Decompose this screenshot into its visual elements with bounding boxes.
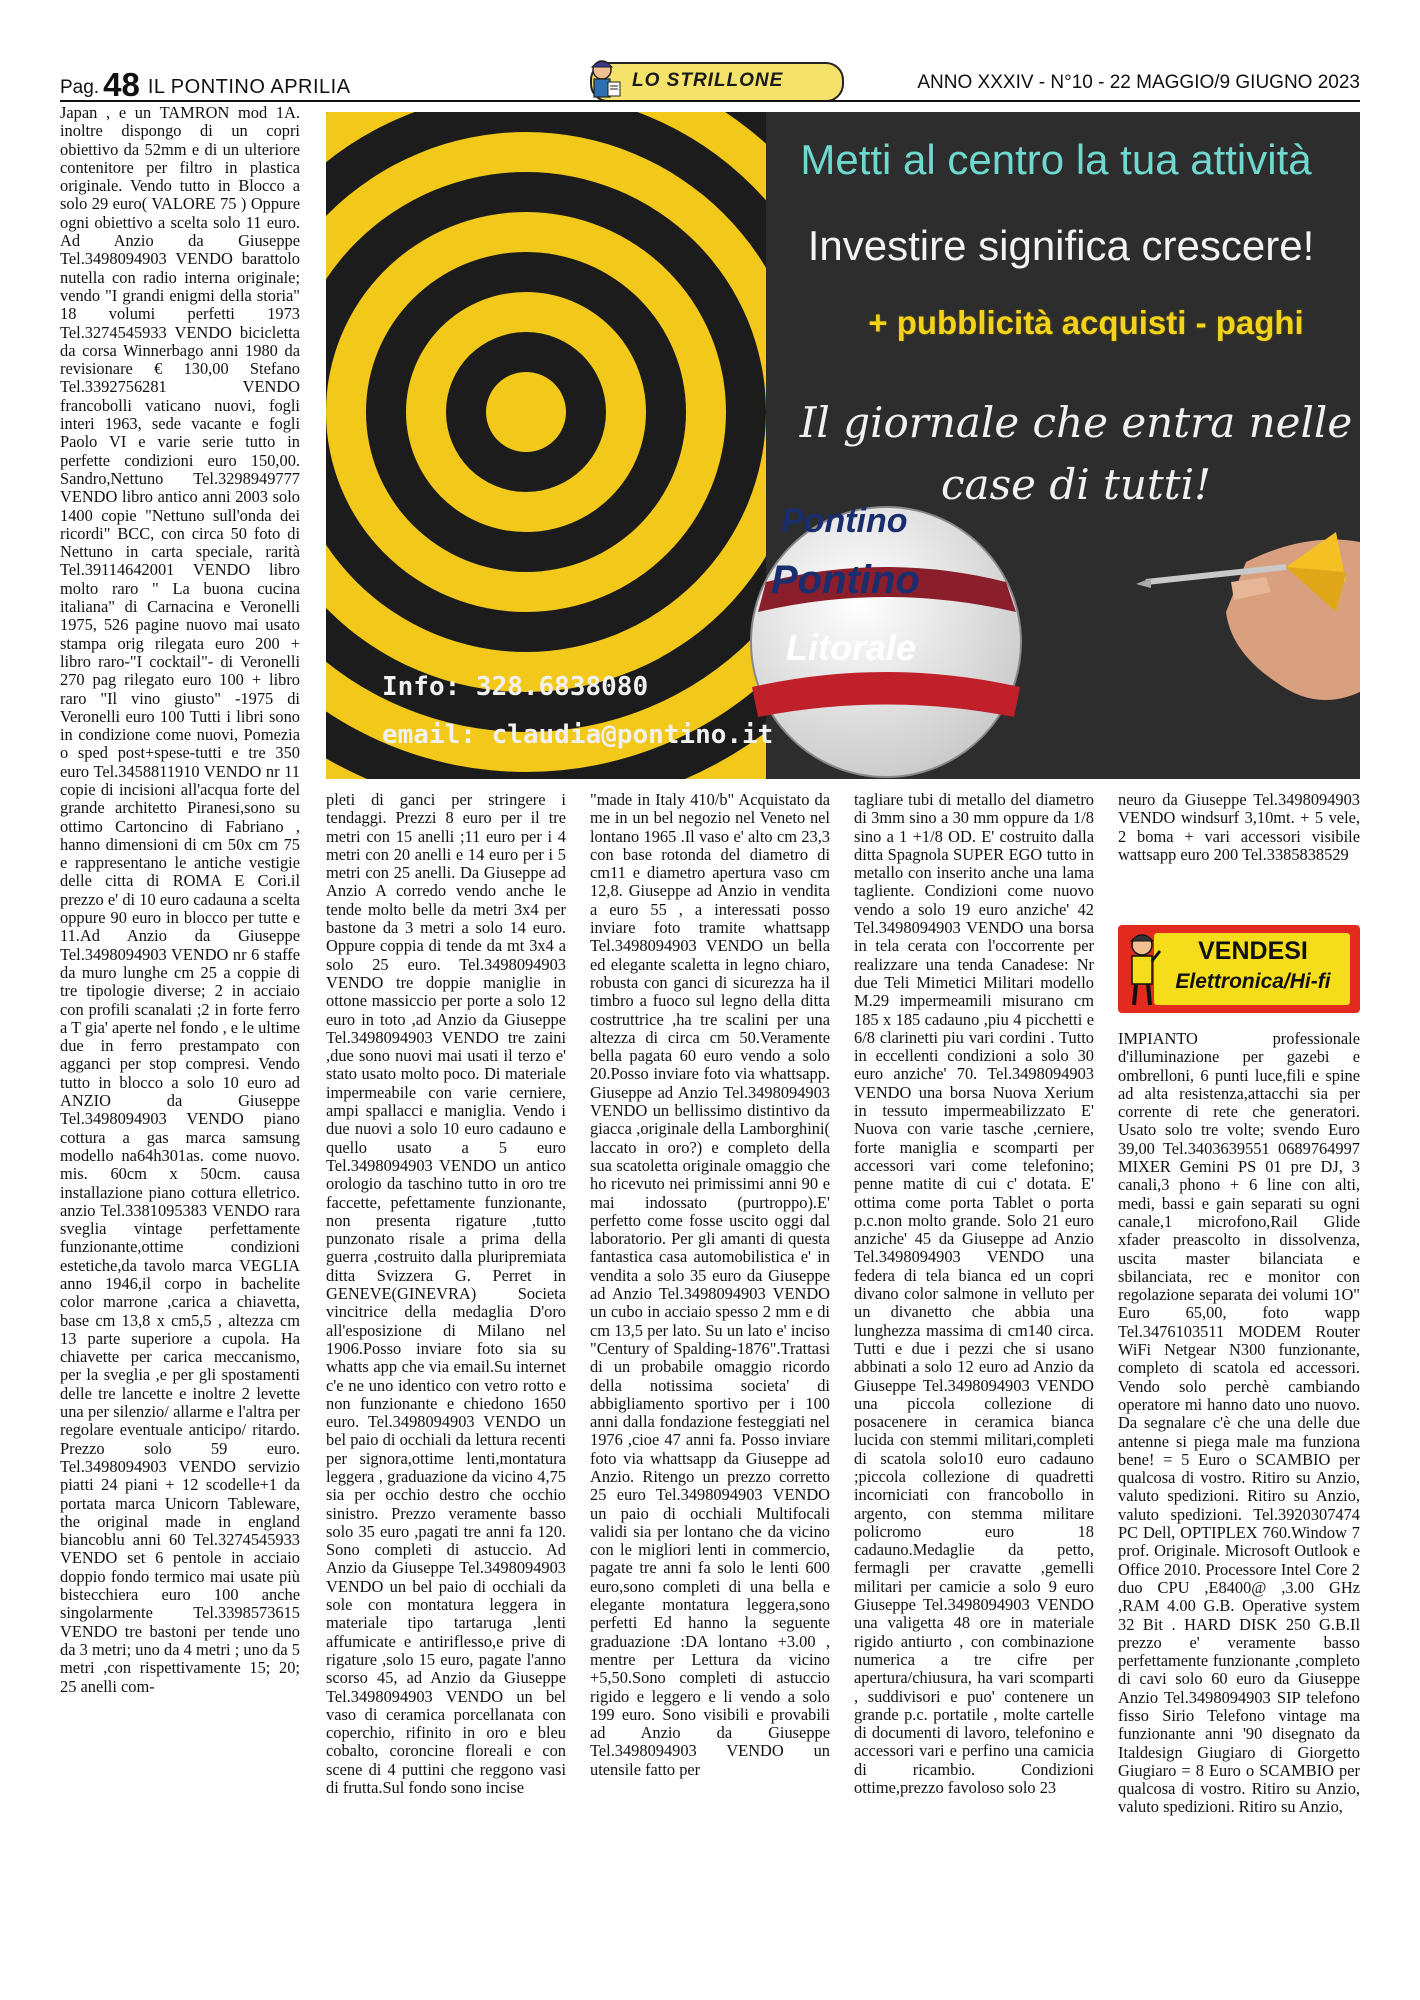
ad-subheadline: Investire significa crescere! [807, 222, 1315, 269]
ball-word-litorale: Litorale [786, 627, 917, 668]
ball-word-pontino-1: Pontino [781, 502, 908, 540]
ad-email: email: claudia@pontino.it [382, 720, 774, 750]
advertisement [326, 112, 1360, 779]
classifieds-column-2 [326, 791, 566, 1797]
classifieds-column-1 [60, 104, 300, 1696]
classifieds-column-3 [590, 791, 830, 1779]
ball-word-pontino-2: Pontino [771, 558, 920, 602]
classifieds-text: "made in Italy 410/b" Acquistato da me in un bel negozio nel Veneto nel lontano 1965 .Il vaso e' alto cm 23,3 con base rotonda del diametro di cm11 e diametro apertura vaso cm 12,8. Giuseppe ad Anzio in vendita a euro 55 , a interessati posso inviare foto tramite whattsapp Tel.3498094903 VENDO un bella ed elegante scaletta in legno chiaro, robusta con ganci di sicurezza ha il timbro a fuoco sul legno della ditta costruttrice ,ha tre scalini per una altezza di circa cm 50.Veramente bella pagata 60 euro vendo a solo 20.Posso inviare foto via whattsapp. Giuseppe ad Anzio Tel.3498094903 VENDO un bellissimo distintivo da giacca ,originale della Lamborghini( laccato in oro?) e completo della sua scatoletta originale omaggio che ho ricevuto nei primissimi anni 90 e mai indossato (purtroppo).E' perfetto come fosse uscito oggi dal laboratorio. Per gli amanti di questa fantastica casa automobilistica e' in vendita a solo 35 euro da Giuseppe ad Anzio Tel.3498094903 VENDO un cubo in acciaio spesso 2 mm e di cm 13,5 per lato. Su un lato e' inciso "Century of Spalding-1876".Trattasi di un probabile omaggio ricordo della notissima societa' di abbigliamento sportivo per i 100 anni dalla fondazione festeggiati nel 1976 ,cioe 47 anni fa. Posso inviare foto via whattsapp da Giuseppe ad Anzio. Ritengo un prezzo corretto 25 euro Tel.3498094903 VENDO un paio di occhiali Multifocali validi sia per lontano che da vicino con le migliori lenti in commercio, pagate tre anni fa solo le lenti 600 euro,sono completi di una bella e elegante montatura leggera,sono perfetti Ed hanno la seguente graduazione :DA lontano +3.00 , mentre per Lettura da vicino +5,50.Sono completi di astuccio rigido e leggero e li vendo a solo 199 euro. Sono visibili e provabili ad Anzio da Giuseppe Tel.3498094903 VENDO un utensile fatto per [590, 790, 830, 1779]
classifieds-column-5-bottom [1118, 1030, 1360, 1817]
classifieds-column-4 [854, 791, 1094, 1797]
issue-info: ANNO XXXIV - N°10 - 22 MAGGIO/9 GIUGNO 2023 [917, 72, 1360, 93]
vendesi-section-banner [1118, 925, 1360, 1015]
newsboy-mascot-icon [584, 58, 624, 104]
classifieds-text: Japan , e un TAMRON mod 1A. inoltre dispongo di un copri obiettivo da 52mm e di un ulteriore contenitore per filtro in plastica originale. Vendo tutto in Blocco a solo 29 euro( VALORE 75 ) Oppure ogni obiettivo a scelta solo 11 euro. Ad Anzio da Giuseppe Tel.3498094903 VENDO barattolo nutella con radio interna originale; vendo "I grandi enigmi della storia" 18 volumi perfetti 1973 Tel.3274545933 VENDO bicicletta da corsa Winnerbago anni 1980 da revisionare € 130,00 Stefano Tel.3392756281 VENDO francobolli vaticano nuovi, fogli interi 1963, sede vacante e fogli Paolo VI e varie serie tutto in perfette condizioni euro 150,00. Sandro,Nettuno Tel.3298949777 VENDO libro antico anni 2003 solo 1400 copie "Nettuno sull'onda dei ricordi" BCC, con circa 50 foto di Nettuno in carta speciale, rarità Tel.39114642001 VENDO libro molto raro " La buona cucina italiana" di Carnacina e Veronelli 1975, 526 pagine nuovo mai usato stampa orig rilegata euro 200 + libro raro-"I cocktail"- di Veronelli 270 pag rilegato euro 100 + libro raro "Il vino giusto" -1975 di Veronelli euro 100 Tutti i libri sono in condizione come nuovi, Pomezia o sped post+spese-tutti e tre 350 euro Tel.3458811910 VENDO nr 11 copie di incisioni all'acqua forte del grande architetto Piranesi,sono su ottimo Cartoncino di Fabriano , hanno dimensioni di cm 50x cm 75 e rappresentano le antiche vestigie delle citta di ROMA E Cori.il prezzo e' di 10 euro cadauna a scelta oppure 90 euro in blocco per tutte e 11.Ad Anzio da Giuseppe Tel.3498094903 VENDO nr 6 staffe da muro lunghe cm 25 a coppie di tre tipologie diverse; 2 in acciaio con profili scanalati ;2 in forte ferro a T gia' aperte nel fondo , e le ultime due in ferro prestampato con agganci per stop compresi. Vendo tutto in blocco a solo 10 euro ad ANZIO da Giuseppe Tel.3498094903 VENDO piano cottura a gas marca samsung modello na64h301as. come nuovo. mis. 60cm x 50cm. causa installazione piano cottura elletrico. anzio Tel.3381095383 VENDO rara sveglia vintage perfettamente funzionante,ottime condizioni estetiche,da tavolo marca VEGLIA anno 1946,il corpo in bachelite color marrone ,carica a chiavetta, base cm 13,8 x cm5,5 , altezza cm 13 parte superiore a cupola. Ha chiavette per carica meccanismo, per la sveglia ,e per gli spostamenti delle tre lancette e inoltre 2 levette una per silenzio/ allarme e l'altra per regolare eventuale anticipo/ ritardo. Prezzo solo 59 euro. Tel.3498094903 VENDO servizio piatti 24 piani + 12 scodelle+1 da portata marca Unicorn Tableware, the original made in england biancoblu anni 60 Tel.3274545933 VENDO set 6 pentole in acciaio doppio fondo termico mai usate più bistecchiera euro 100 anche singolarmente Tel.3398573615 VENDO tre bastoni per tende uno da 3 metri; uno da 4 metri ; uno da 5 metri ,con rispettivamente 15; 20; 25 anelli com- [60, 103, 300, 1696]
classifieds-text: IMPIANTO professionale d'illuminazione per gazebi e ombrelloni, 6 punti luce,fili e spine ad alta resistenza,attacchi sia per corrente di rete che generatori. Usato solo tre volte; svendo Euro 39,00 Tel.3403639551 0689764997 MIXER Gemini PS 01 pre DJ, 3 canali,3 phono + 6 line con alti, medi, bassi e gain separati su ogni canale,1 microfono,Rail Glide xfader preascolto in dissolvenza, uscita master bilanciata e sbilanciata, rec e monitor con regolazione separata dei volumi 1O" Euro 65,00, foto wapp Tel.3476103511 MODEM Router WiFi Netgear N300 funzionante, completo di scatola ed accessori. Vendo solo perchè cambiando operatore mi hanno dato uno nuovo. Da segnalare c'è che una delle due antenne si piega male ma funziona bene! = 5 Euro o SCAMBIO per qualcosa di vostro. Ritiro su Anzio, valuto spedizioni. Ritiro su Anzio, valuto spedizioni. Tel.3920307474 PC Dell, OPTIPLEX 760.Window 7 prof. Originale. Microsoft Outlook e Office 2010. Processore Intel Core 2 duo CPU ,E8400@ ,3.00 GHz ,RAM 4.00 G.B. Operative system 32 Bit . HARD DISK 250 G.B.Il prezzo e' veramente basso perfettamente funzionante ,completo di cavi solo 60 euro da Giuseppe Anzio Tel.3498094903 SIP telefono fisso Sirio Telefono vintage ma funzionante anni '90 disegnato da Italdesign Giugiaro di Giorgetto Giugiaro = 8 Euro o SCAMBIO per qualcosa di vostro. Ritiro su Anzio, valuto spedizioni. Ritiro su Anzio, [1118, 1029, 1360, 1817]
classifieds-text: pleti di ganci per stringere i tendaggi. Prezzi 8 euro per il tre metri con 15 anelli ;11 euro per i 4 metri con 20 anelli e 14 euro per i 5 metri con 25 anelli. Da Giuseppe ad Anzio A corredo vendo anche le tende molto belle da metri 3x4 per bastone da 3 metri a solo 14 euro. Oppure coppia di tende da mt 3x4 a solo 25 euro. Tel.3498094903 VENDO tre doppie maniglie in ottone massiccio per porte a solo 12 euro in toto ,ad Anzio da Giuseppe Tel.3498094903 VENDO tre zaini ,due sono nuovi mai usati il terzo e' stato usato molto poco. Di materiale impermeabile con varie cerniere, ampi spallacci e maniglia. Vendo i due nuovi a solo 10 euro cadauno e quello usato a 5 euro Tel.3498094903 VENDO un antico orologio da taschino tutto in oro tre faccette, pefettamente funzionante, non presenta rigature ,tutto punzonato risale a prima della guerra ,costruito dalla pluripremiata ditta Svizzera G. Perret in GENEVE(GINEVRA) Societa vincitrice della medaglia D'oro all'esposizione di Milano nel 1906.Posso inviare foto sia su whatts app che via email.Su internet c'e ne uno identico con vetro rotto e non funzionante e chiedono 1650 euro. Tel.3498094903 VENDO un bel paio di occhiali da lettura recenti per signora,ottime lenti,montatura leggera , graduazione da vicino 4,75 sia per occhio destro che occhio sinistro. Prezzo veramente basso solo 35 euro ,pagati tre anni fa 120. Sono completi di astuccio. Ad Anzio da Giuseppe Tel.3498094903 VENDO un bel paio di occhiali da sole con montatura leggera in materiale tipo tartaruga ,lenti affumicate e antiriflesso,e prive di rigature ,solo 15 euro, pagate l'anno scorso 45, ad Anzio da Giuseppe Tel.3498094903 VENDO un bel vaso di ceramica porcellanata con coperchio, rifinito in oro e bleu cobalto, coroncine floreali e con scene di 4 puttini che reggono vasi di frutta.Sul fondo sono incise [326, 790, 566, 1798]
vendesi-title: VENDESI [1198, 937, 1308, 965]
publication-name: IL PONTINO APRILIA [147, 76, 351, 98]
classifieds-text: tagliare tubi di metallo del diametro di 3mm sino a 30 mm oppure da 1/8 sino a 1 +1/8 OD. E' costruito dalla ditta Spagnola SUPER EGO tutto in metallo con inserito anche una lama tagliente. Condizioni come nuovo vendo a solo 19 euro anziche' 42 Tel.3498094903 VENDO una borsa in tela cerata con l'occorrente per realizzare una tenda Canadese: Nr due Teli Mimetici Militari modello M.29 impermeamili misurano cm 185 x 185 cadauno ,piu 4 picchetti e 6/8 clarinetti piu vari cordini . Tutto in eccellenti condizioni a solo 30 euro anziche' 70. Tel.3498094903 VENDO una borsa Nuova Xerium in tessuto impermeabilizzato E' Nuova con varie tasche ,cerniere, forte maniglia e scomparti per accessori vari come telefonino; penne matite di cui c' dotata. E' ottima come porta Tablet o porta p.c.non molto grande. Solo 21 euro anziche' 45 da Giuseppe ad Anzio Tel.3498094903 VENDO una federa di tela bianca ed un copri divano color salmone in velluto per un divanetto che abbia una lunghezza massima di cm140 circa. Tutti e due i pezzi che si usano abbinati a solo 12 euro ad Anzio da Giuseppe Tel.3498094903 VENDO una piccola collezione di posacenere in ceramica bianca lucida con stemmi militari,completi di scatola solo10 euro cadauno ;piccola collezione di quadretti incorniciati con francobollo in argento, con stemma militare policromo euro 18 cadauno.Medaglie da petto, fermagli per cravatte ,gemelli militari per camicie a solo 9 euro Giuseppe Tel.3498094903 VENDO una valigetta 48 ore in materiale rigido antiurto , con combinazione numerica a tre cifre per apertura/chiusura, ha vari scomparti , suddivisori e puo' contenere un grande p.c. portatile , molte cartelle di documenti di lavoro, telefonino e accessori vari e perfino una camicia di ricambio. Condizioni ottime,prezzo favoloso solo 23 [854, 790, 1094, 1798]
ad-tagline: + pubblicità acquisti - paghi [868, 304, 1304, 341]
header-rule [60, 100, 1360, 102]
vendesi-subtitle: Elettronica/Hi-fi [1175, 970, 1331, 993]
ad-slogan: Il giornale che entra nelle case di tutti! [799, 398, 1353, 509]
strillone-logo [590, 62, 844, 102]
header-left [60, 66, 351, 104]
pag-label: Pag. [60, 77, 100, 98]
ad-headline: Metti al centro la tua attività [800, 136, 1312, 183]
logo-text: LO STRILLONE [632, 70, 784, 91]
ad-phone: Info: 328.6838080 [382, 672, 649, 702]
page-number: 48 [103, 66, 140, 103]
classifieds-column-5-top [1118, 791, 1360, 864]
classifieds-text: neuro da Giuseppe Tel.3498094903 VENDO windsurf 3,10mt. + 5 vele, 2 boma + vari accessori visibile wattsapp euro 200 Tel.3385838529 [1118, 790, 1360, 864]
page-header [60, 62, 1360, 102]
